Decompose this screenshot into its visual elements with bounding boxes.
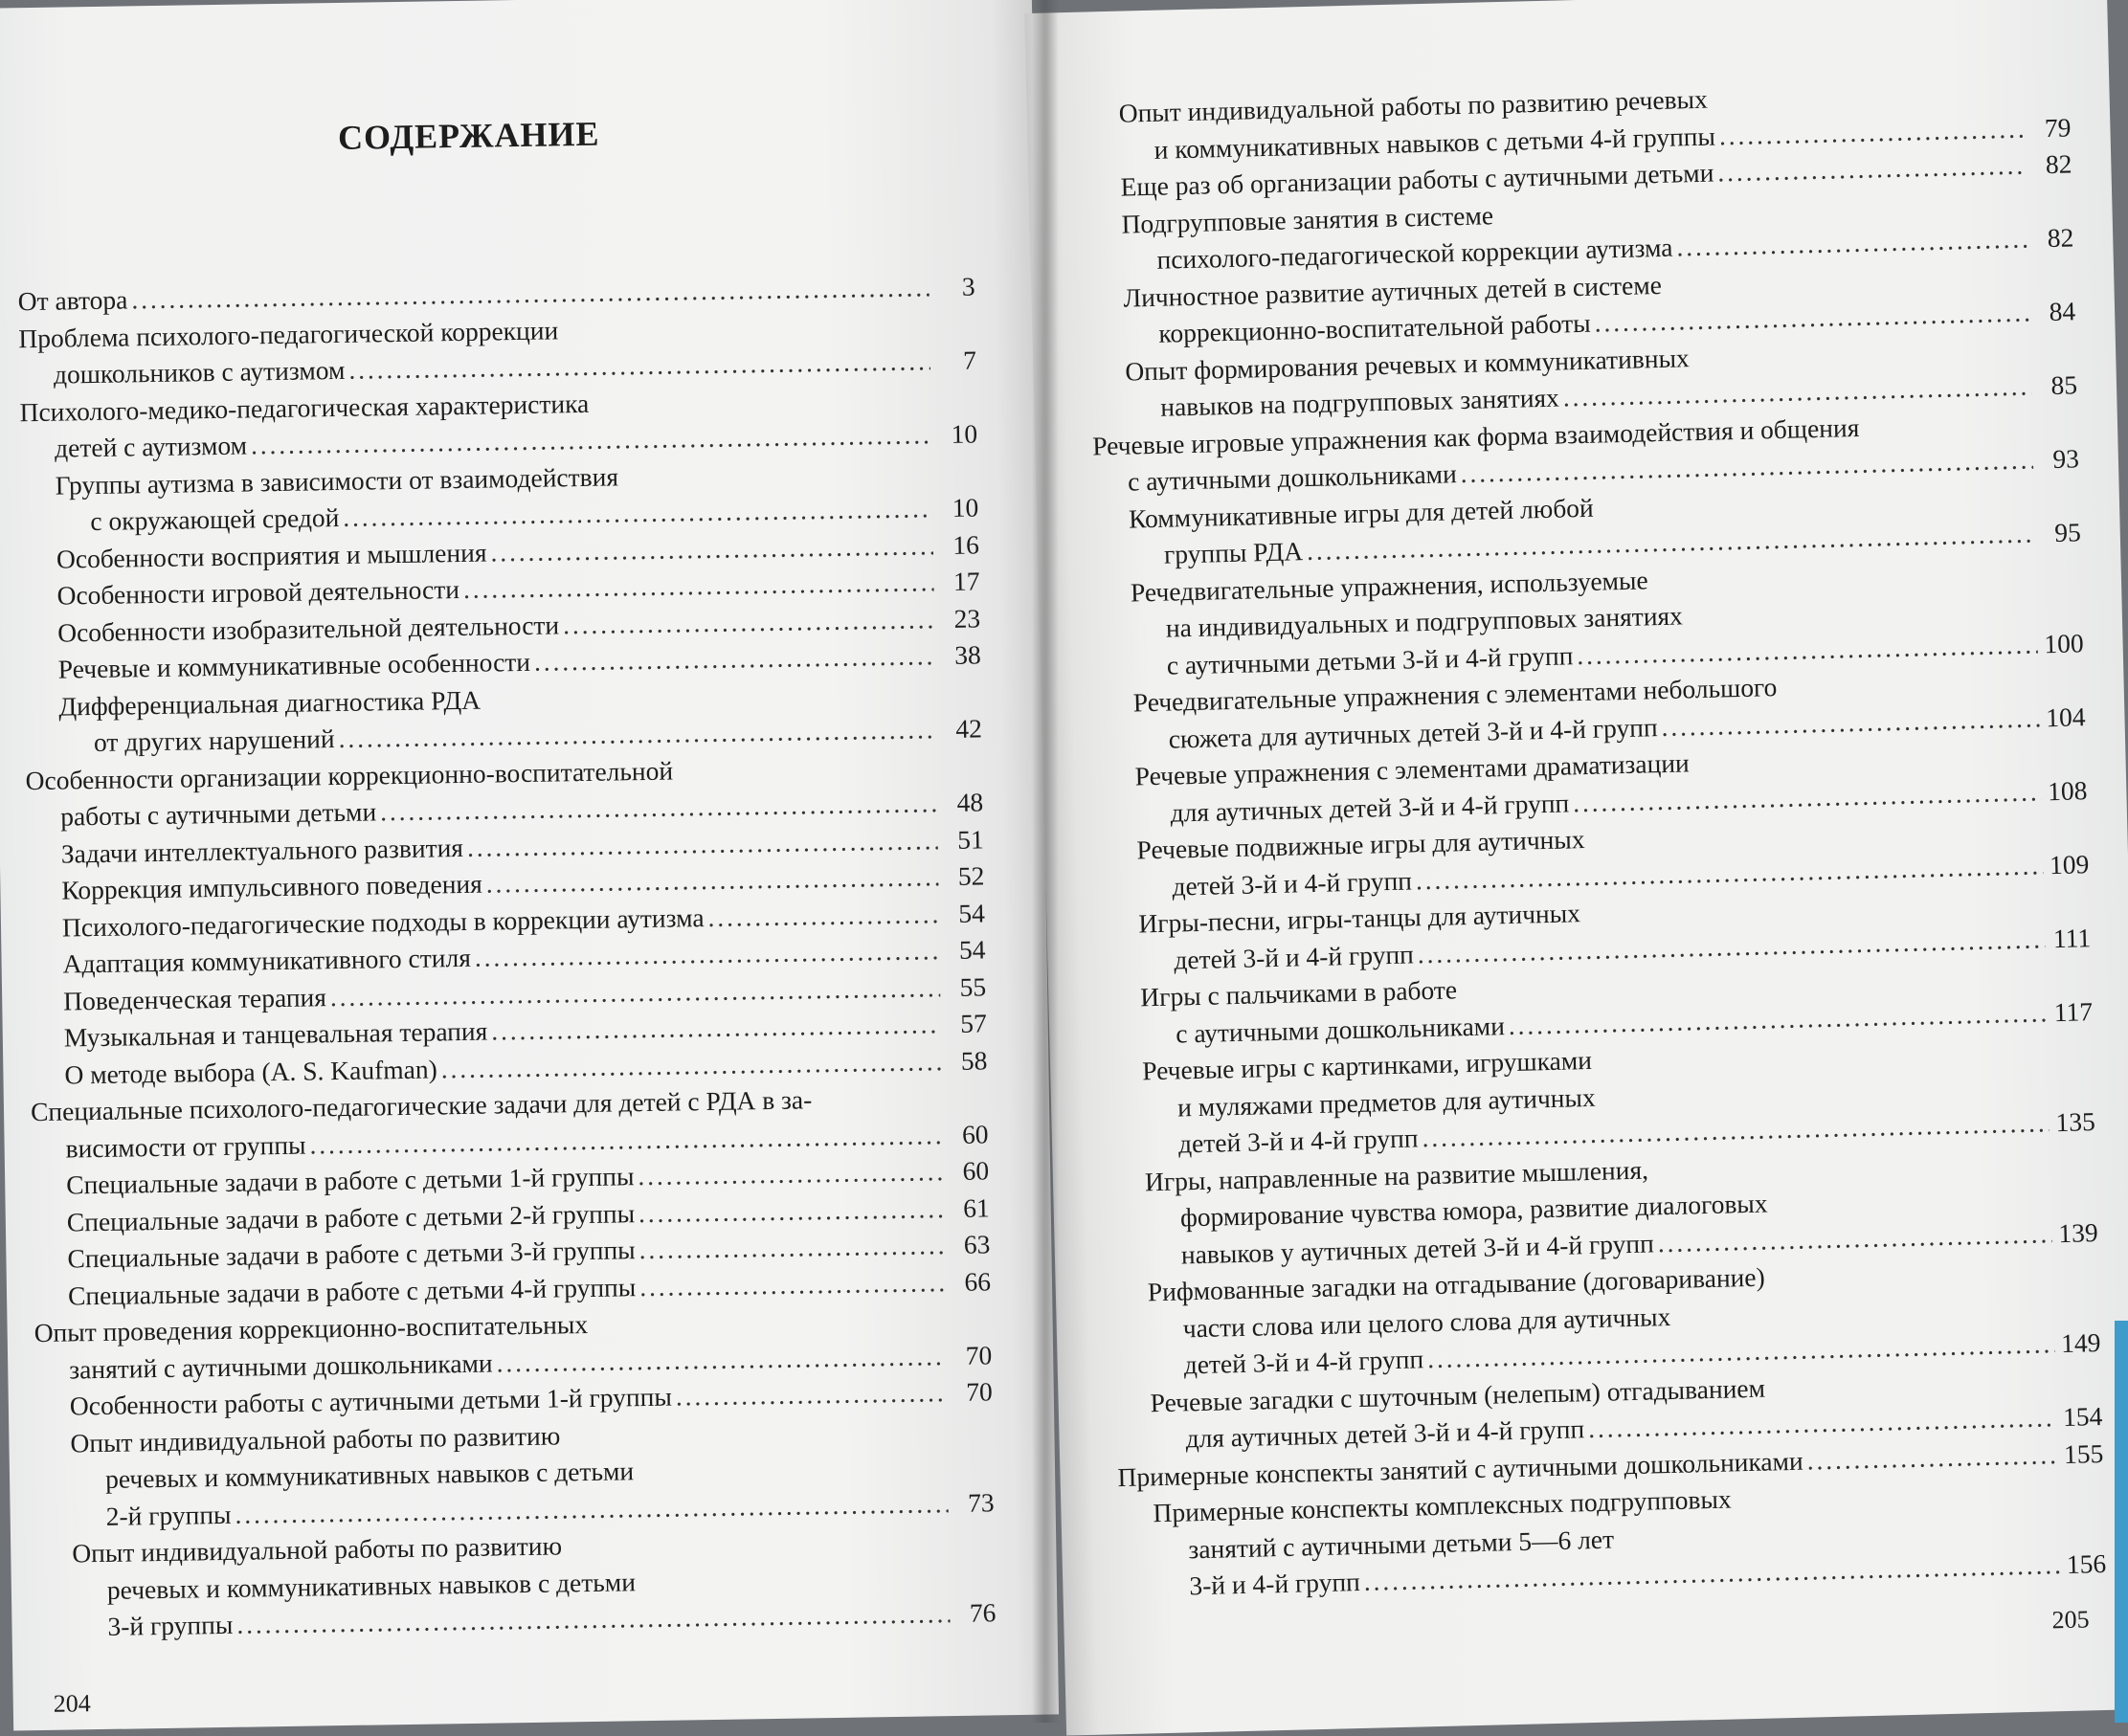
toc-entry-text: Особенности работы с аутичными детьми 1-й группы xyxy=(69,1381,673,1421)
toc-entry-text: психолого-педагогической коррекции аутизма xyxy=(1156,232,1673,275)
toc-page-number: 73 xyxy=(967,1486,995,1518)
toc-entry-text: Специальные задачи в работе с детьми 2-й группы xyxy=(66,1197,636,1237)
page-number-left: 204 xyxy=(53,1689,91,1718)
toc-entry-text: висимости от группы xyxy=(65,1129,306,1164)
toc-entry-text: для аутичных детей 3-й и 4-й групп xyxy=(1185,1413,1585,1454)
toc-entry-text: занятий с аутичными детьми 5—6 лет xyxy=(1188,1524,1615,1564)
toc-entry-text: речевых и коммуникативных навыков с детьми xyxy=(106,1566,637,1605)
toc-page-number: 79 xyxy=(2044,111,2072,143)
toc-entry-text: с аутичными дошкольниками xyxy=(1127,458,1458,497)
toc-entry-text: Особенности игровой деятельности xyxy=(56,574,460,611)
left-page xyxy=(0,0,1059,1730)
toc-page-number: 139 xyxy=(2058,1216,2098,1248)
dot-leader xyxy=(563,601,935,644)
toc-page-number: 48 xyxy=(956,787,984,817)
toc-entry-text: Коррекция импульсивного поведения xyxy=(61,868,483,905)
toc-entry-text: 2-й группы xyxy=(105,1499,232,1531)
dot-leader xyxy=(707,896,939,936)
toc-entry-text: Психолого-педагогические подходы в коррекции аутизма xyxy=(61,901,705,943)
toc-entry-text: детей 3-й и 4-й групп xyxy=(1177,1123,1419,1159)
toc-entry-text: Речедвигательные упражнения, используемые xyxy=(1130,564,1648,608)
toc-entry xyxy=(37,1521,997,1646)
dot-leader xyxy=(638,1191,944,1233)
toc-entry-text: и муляжами предметов для аутичных xyxy=(1176,1081,1596,1123)
toc-entry-text: От автора xyxy=(17,284,128,317)
dot-leader xyxy=(1717,147,2027,191)
toc-page-number: 54 xyxy=(958,897,986,928)
toc-left xyxy=(17,269,996,1647)
toc-entry-text: Поведенческая терапия xyxy=(62,981,327,1016)
toc-entry-text: сюжета для аутичных детей 3-й и 4-й групп xyxy=(1168,711,1658,754)
toc-entry-text: формирование чувства юмора, развитие диалоговых xyxy=(1179,1188,1768,1233)
toc-page-number: 55 xyxy=(959,970,987,1002)
toc-entry-text: Адаптация коммуникативного стиля xyxy=(62,942,472,979)
toc-entry-text: Особенности восприятия и мышления xyxy=(56,537,487,574)
toc-entry-text: Специальные задачи в работе с детьми 3-й группы xyxy=(67,1235,636,1274)
toc-entry-text: для аутичных детей 3-й и 4-й групп xyxy=(1170,787,1570,828)
toc-page-number: 38 xyxy=(953,639,981,670)
toc-page-number: 23 xyxy=(953,602,981,634)
toc-entry-text: Речевые упражнения с элементами драматизации xyxy=(1134,747,1691,791)
toc-entry-text: Опыт проведения коррекционно-воспитательных xyxy=(34,1308,589,1348)
dot-leader xyxy=(440,1043,941,1088)
toc-entry-text: Музыкальная и танцевальная терапия xyxy=(63,1015,488,1053)
toc-entry xyxy=(19,379,977,468)
toc-entry-text: Речевые игры с картинками, игрушками xyxy=(1141,1044,1593,1086)
toc-entry-text: навыков у аутичных детей 3-й и 4-й групп xyxy=(1180,1227,1655,1269)
dot-leader xyxy=(638,1227,944,1269)
toc-entry-text: Дифференциальная диагностика РДА xyxy=(58,684,482,722)
toc-entry xyxy=(24,674,982,763)
dot-leader xyxy=(639,1264,945,1306)
toc-entry-text: с аутичными детьми 3-й и 4-й групп xyxy=(1166,639,1574,680)
toc-entry-text: Проблема психолого-педагогической коррекции xyxy=(18,314,559,353)
toc-entry-text: Речевые загадки с шуточным (нелепым) отгадыванием xyxy=(1150,1372,1766,1417)
toc-page-number: 104 xyxy=(2045,701,2086,732)
toc-page-number: 10 xyxy=(952,492,979,523)
toc-page-number: 17 xyxy=(952,566,980,596)
toc-page-number: 42 xyxy=(955,713,983,744)
toc-entry-text: О методе выбора (A. S. Kaufman) xyxy=(64,1053,437,1090)
dot-leader xyxy=(676,1374,948,1415)
background-strip xyxy=(2115,1321,2128,1723)
toc-entry-text: детей с аутизмом xyxy=(54,430,248,463)
toc-page-number: 135 xyxy=(2055,1106,2096,1138)
book-gutter xyxy=(1032,0,1059,1723)
toc-entry-text: Еще раз об организации работы с аутичными детьми xyxy=(1120,157,1714,202)
toc-entry-text: Рифмованные загадки на отгадывание (договаривание) xyxy=(1147,1261,1766,1307)
toc-page-number: 3 xyxy=(961,271,975,301)
toc-entry-text: с окружающей средой xyxy=(90,501,340,537)
toc-right xyxy=(1084,72,2106,1606)
toc-page-number: 149 xyxy=(2060,1327,2101,1359)
toc-entry-text: дошкольников с аутизмом xyxy=(53,354,346,389)
toc-entry xyxy=(1118,1472,2107,1607)
toc-page-number: 100 xyxy=(2043,627,2084,658)
toc-page-number: 156 xyxy=(2066,1547,2107,1579)
toc-entry-text: занятий с аутичными дошкольниками xyxy=(69,1347,493,1385)
dot-leader xyxy=(638,1153,943,1195)
toc-page-number: 63 xyxy=(963,1229,991,1259)
toc-page-number: 61 xyxy=(962,1191,990,1223)
toc-entry-text: коррекционно-воспитательной работы xyxy=(1158,307,1592,348)
toc-entry-text: Опыт формирования речевых и коммуникативных xyxy=(1124,342,1691,387)
toc-entry-text: речевых и коммуникативных навыков с детьми xyxy=(104,1456,635,1494)
toc-entry-text: от других нарушений xyxy=(93,723,335,758)
toc-page-number: 51 xyxy=(956,823,984,855)
toc-entry-text: работы с аутичными детьми xyxy=(59,796,377,832)
toc-entry-text: Опыт индивидуальной работы по развитию xyxy=(72,1530,563,1569)
toc-entry-text: Психолого-медико-педагогическая характеристика xyxy=(19,388,590,427)
toc-entry-text: Игры, направленные на развитие мышления, xyxy=(1144,1154,1649,1196)
toc-entry-text: Специальные задачи в работе с детьми 4-й группы xyxy=(67,1271,637,1311)
toc-entry xyxy=(35,1411,995,1536)
toc-entry xyxy=(18,305,976,394)
toc-page-number: 60 xyxy=(961,1118,989,1149)
right-page xyxy=(1024,0,2128,1736)
toc-entry-text: Речевые игровые упражнения как форма взаимодействия и общения xyxy=(1091,412,1860,460)
toc-page-number: 58 xyxy=(960,1044,988,1076)
toc-entry-text: Коммуникативные игры для детей любой xyxy=(1128,492,1595,534)
toc-entry-text: Примерные конспекты комплексных подгрупповых xyxy=(1153,1483,1733,1528)
dot-leader xyxy=(1806,1436,2058,1480)
toc-page-number: 108 xyxy=(2047,774,2088,806)
toc-entry-text: и коммуникативных навыков с детьми 4-й группы xyxy=(1154,120,1716,165)
toc-entry-text: навыков на подгрупповых занятиях xyxy=(1159,382,1560,422)
toc-entry-text: Особенности изобразительной деятельности xyxy=(56,609,560,648)
toc-page-number: 52 xyxy=(957,860,985,891)
toc-entry-text: Личностное развитие аутичных детей в системе xyxy=(1123,269,1663,313)
toc-entry-text: Игры с пальчиками в работе xyxy=(1139,974,1458,1013)
toc-page-number: 117 xyxy=(2053,995,2094,1027)
toc-entry-text: детей 3-й и 4-й групп xyxy=(1172,864,1413,901)
toc-entry-text: с аутичными дошкольниками xyxy=(1175,1010,1506,1049)
toc-entry-text: Специальные задачи в работе с детьми 1-й группы xyxy=(66,1161,635,1200)
toc-entry-text: группы РДА xyxy=(1163,536,1304,569)
toc-page-number: 109 xyxy=(2049,848,2090,879)
page-number-right: 205 xyxy=(2051,1605,2090,1635)
toc-page-number: 155 xyxy=(2063,1437,2104,1469)
toc-entry-text: Группы аутизма в зависимости от взаимодействия xyxy=(55,460,619,501)
toc-page-number: 93 xyxy=(2051,443,2080,474)
toc-entry-text: Задачи интеллектуального развития xyxy=(60,832,464,869)
toc-page-number: 70 xyxy=(966,1376,994,1407)
dot-leader xyxy=(534,637,935,680)
toc-entry-text: Опыт индивидуальной работы по развитию речевых xyxy=(1118,83,1709,128)
toc-entry-text: Речевые подвижные игры для аутичных xyxy=(1136,824,1585,865)
toc-entry-text: Особенности организации коррекционно-воспитательной xyxy=(25,755,674,795)
toc-entry-text: Речевые и коммуникативные особенности xyxy=(57,646,531,684)
toc-page-number: 16 xyxy=(952,528,980,560)
toc-page-number: 60 xyxy=(962,1155,990,1186)
toc-page-number: 84 xyxy=(2049,296,2076,327)
toc-entry-text: на индивидуальных и подгрупповых занятиях xyxy=(1165,600,1684,643)
toc-page-number: 111 xyxy=(2052,922,2092,953)
toc-page-number: 66 xyxy=(964,1265,992,1297)
toc-entry-text: детей 3-й и 4-й групп xyxy=(1173,938,1415,975)
toc-page-number: 7 xyxy=(962,345,977,375)
toc-entry-text: Опыт индивидуальной работы по развитию xyxy=(70,1419,561,1458)
toc-entry-text: Речедвигательные упражнения с элементами небольшого xyxy=(1132,672,1778,718)
toc-entry-text: детей 3-й и 4-й групп xyxy=(1183,1344,1424,1380)
toc-page-number: 95 xyxy=(2053,517,2082,547)
toc-page-number: 57 xyxy=(959,1008,987,1038)
toc-entry-text: 3-й группы xyxy=(107,1609,234,1641)
toc-page-number: 82 xyxy=(2047,222,2074,254)
toc-page-number: 154 xyxy=(2062,1401,2103,1433)
toc-entry-text: Специальные психолого-педагогические задачи для детей с РДА в за- xyxy=(30,1084,813,1127)
toc-page-number: 10 xyxy=(951,418,978,449)
toc-page-number: 82 xyxy=(2045,148,2072,180)
toc-entry-text: части слова или целого слова для аутичных xyxy=(1182,1301,1671,1343)
toc-entry-text: 3-й и 4-й групп xyxy=(1188,1567,1361,1601)
toc-entry-text: Подгрупповые занятия в системе xyxy=(1121,199,1494,239)
toc-page-number: 70 xyxy=(965,1339,993,1370)
toc-entry-text: Игры-песни, игры-танцы для аутичных xyxy=(1138,898,1581,939)
toc-page-number: 76 xyxy=(969,1597,997,1628)
contents-title: СОДЕРЖАНИЕ xyxy=(337,114,600,157)
toc-entry-text: Примерные конспекты занятий с аутичными дошкольниками xyxy=(1117,1445,1804,1492)
toc-page-number: 54 xyxy=(958,934,986,965)
toc-page-number: 85 xyxy=(2050,369,2078,400)
